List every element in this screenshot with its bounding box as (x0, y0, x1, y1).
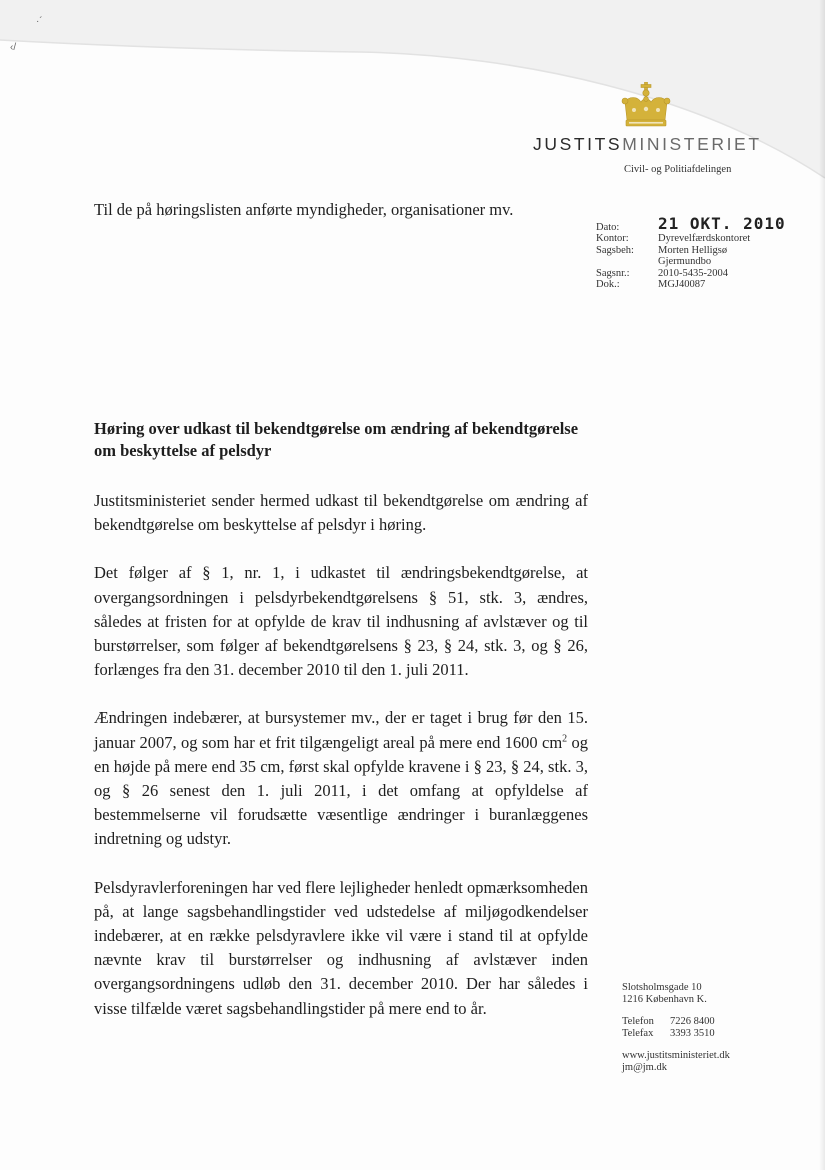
meta-value: Gjermundbo (658, 256, 712, 268)
meta-row-document (596, 279, 786, 290)
crown-logo-icon (619, 82, 673, 134)
address-line: 1216 København K. (622, 994, 707, 1006)
website-link[interactable]: www.justitsministeriet.dk (622, 1049, 730, 1061)
telefax-value: 3393 3510 (670, 1028, 715, 1040)
scan-mark: ‹/ (10, 42, 17, 53)
meta-row-case-handler (596, 245, 786, 256)
meta-value: Morten Helligsø (658, 244, 728, 256)
department-name: Civil- og Politiafdelingen (624, 164, 732, 175)
ministry-logotype (533, 134, 762, 155)
web-block (622, 1050, 730, 1075)
meta-row-case-handler-cont (596, 256, 786, 267)
letter-title: Høring over udkast til bekendtgørelse om ændring af bekendtgørelse om beskyttelse af pelsdyr (94, 419, 579, 460)
ministry-name-light: MINISTERIET (622, 134, 762, 154)
meta-row-case-number (596, 268, 786, 279)
ministry-name-bold: JUSTITS (533, 134, 623, 154)
address-line: Slotsholmsgade 10 (622, 982, 702, 993)
telefax-row (622, 1028, 730, 1040)
telefax-label: Telefax (622, 1028, 654, 1040)
meta-value: 2010-5435-2004 (658, 267, 728, 279)
paragraph-text: og en højde på mere end 35 cm, først skal opfylde kravene i § 23, § 24, stk. 3, og § 26 senest den 1. juli 2011, i det omfang at opfyldelse af bestemmelserne vil forudsætte væsentlige ændringer i buranlæggenes indretning og udstyr. (94, 732, 588, 849)
letter-body (94, 489, 588, 1045)
meta-label: Sagsbeh: (596, 244, 634, 256)
telefon-value: 7226 8400 (670, 1015, 715, 1027)
telefon-label: Telefon (622, 1015, 654, 1027)
paragraph-text: Ændringen indebærer, at bursystemer mv., der er taget i brug før den 15. januar 2007, og som har et frit tilgængeligt areal på mere end 1600 cm (94, 708, 588, 752)
meta-label: Kontor: (596, 233, 629, 245)
scan-mark: ·´ (36, 16, 43, 27)
case-metadata (596, 214, 786, 291)
meta-label: Sagsnr.: (596, 267, 630, 279)
telefon-row (622, 1016, 730, 1028)
meta-row-office (596, 233, 786, 244)
address-block (622, 982, 730, 1007)
footer-contact (622, 982, 730, 1083)
superscript: 2 (562, 733, 568, 745)
meta-label: Dok.: (596, 279, 620, 291)
paragraph: Pelsdyravlerforeningen har ved flere lejligheder henledt opmærksomheden på, at lange sagsbehandlingstider ved udstedelse af miljøgodkendelser indebærer, at en række pelsdyravlere ikke vil være i stand til at opfylde nævnte krav til burstørrelser og indhusning af avlstæver inden overgangsordningens udløb den 31. december 2010. Der har således i visse tilfælde været sagsbehandlingstider på mere end to år. (94, 877, 588, 1018)
meta-value: Dyrevelfærdskontoret (658, 233, 751, 245)
meta-label: Dato: (596, 222, 620, 233)
email-link[interactable]: jm@jm.dk (622, 1062, 667, 1074)
paragraph: Justitsministeriet sender hermed udkast til bekendtgørelse om ændring af bekendtgørelse om beskyttelse af pelsdyr i høring. (94, 491, 588, 535)
recipient-line: Til de på høringslisten anførte myndigheder, organisationer mv. (94, 200, 514, 219)
date-stamp: 21 OKT. 2010 (658, 214, 786, 233)
scan-edge-shadow (819, 0, 825, 1170)
meta-row-date (596, 214, 786, 233)
paragraph (94, 706, 588, 851)
meta-label (596, 256, 658, 267)
meta-value: MGJ40087 (658, 279, 706, 291)
paragraph: Det følger af § 1, nr. 1, i udkastet til ændringsbekendtgørelse, at overgangsordningen i pelsdyrbekendtgørelsens § 51, stk. 3, ændres, således at fristen for at opfylde de krav til indhusning af avlstæver og til burstørrelser, som følger af bekendtgørelsens § 23, § 24, stk. 3, og § 26, forlænges fra den 31. december 2010 til den 1. juli 2011. (94, 563, 588, 680)
phone-block (622, 1016, 730, 1041)
